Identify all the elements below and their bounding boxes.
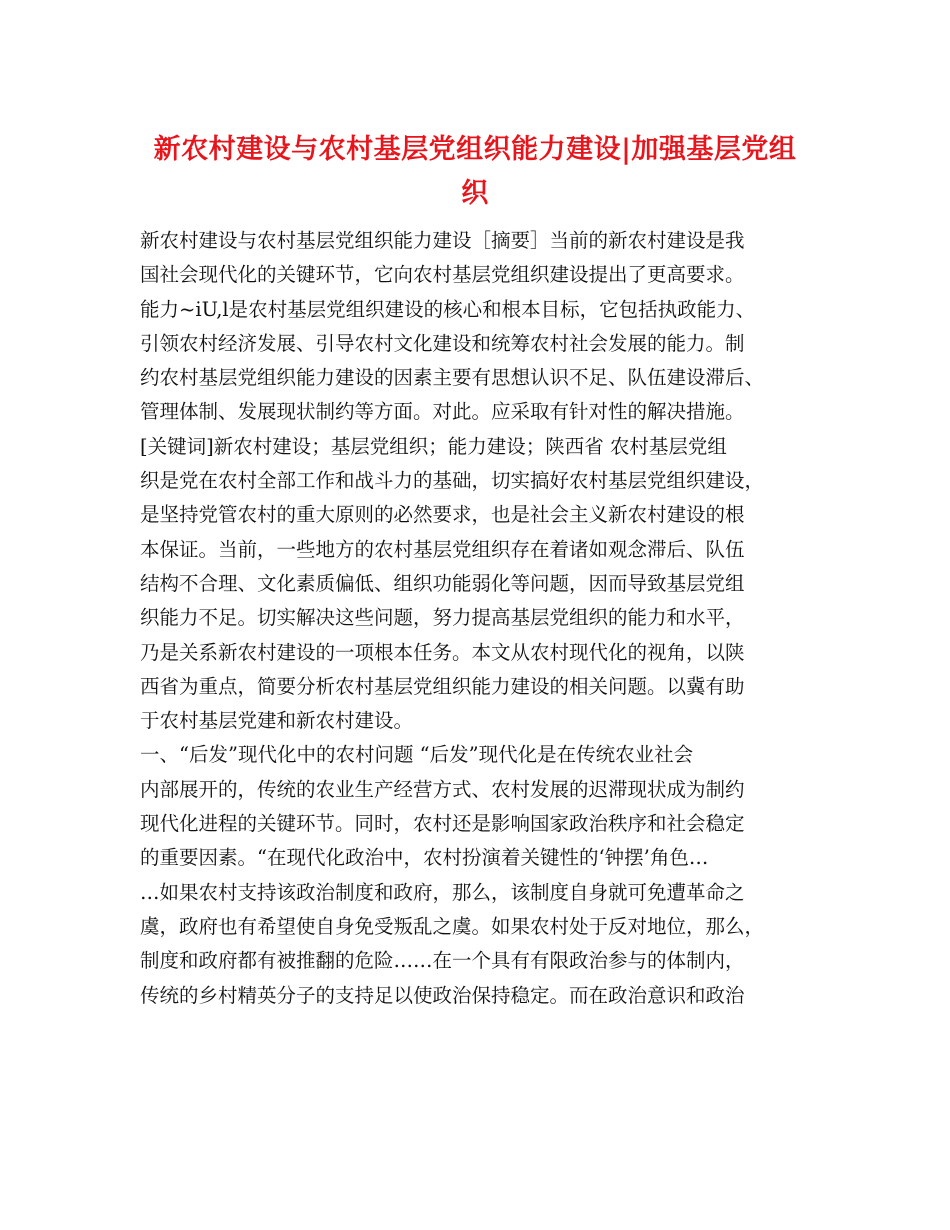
text-line: 的重要因素。“在现代化政治中，农村扮演着关键性的‘钟摆’角色… (140, 846, 709, 870)
text-line: 引领农村经济发展、引导农村文化建设和统筹农村社会发展的能力。制 (140, 331, 745, 355)
text-line: 虞，政府也有希望使自身免受叛乱之虞。如果农村处于反对地位，那么， (140, 914, 765, 938)
text-line: 传统的乡村精英分子的支持足以使政治保持稳定。而在政治意识和政治 (140, 983, 745, 1007)
text-line: 管理体制、发展现状制约等方面。对此。应采取有针对性的解决措施。 (140, 400, 745, 424)
text-line: 织是党在农村全部工作和战斗力的基础，切实搞好农村基层党组织建设， (140, 469, 765, 493)
text-line: …如果农村支持该政治制度和政府，那么，该制度自身就可免遭革命之 (140, 880, 745, 904)
text-line: 西省为重点，简要分析农村基层党组织能力建设的相关问题。以冀有助 (140, 674, 745, 698)
text-line: [关键词]新农村建设；基层党组织；能力建设；陕西省 农村基层党组 (140, 434, 727, 458)
text-line: 新农村建设与农村基层党组织能力建设［摘要］当前的新农村建设是我 (140, 229, 745, 252)
text-line: 织能力不足。切实解决这些问题，努力提高基层党组织的能力和水平， (140, 606, 745, 630)
text-line: 约农村基层党组织能力建设的因素主要有思想认识不足、队伍建设滞后、 (140, 366, 765, 390)
text-line: 本保证。当前，一些地方的农村基层党组织存在着诸如观念滞后、队伍 (140, 537, 745, 561)
title-line: 新农村建设与农村基层党组织能力建设|加强基层党组 (153, 134, 797, 165)
text-line: 制度和政府都有被推翻的危险……在一个具有有限政治参与的体制内， (140, 949, 745, 973)
text-line: 于农村基层党建和新农村建设。 (140, 709, 414, 733)
text-line: 乃是关系新农村建设的一项根本任务。本文从农村现代化的视角，以陕 (140, 640, 745, 664)
text-line: 结构不合理、文化素质偏低、组织功能弱化等问题，因而导致基层党组 (140, 571, 745, 595)
title-line: 织 (461, 178, 489, 209)
text-line: 现代化进程的关键环节。同时，农村还是影响国家政治秩序和社会稳定 (140, 812, 745, 836)
text-line: 国社会现代化的关键环节，它向农村基层党组织建设提出了更高要求。 (140, 263, 745, 287)
text-line: 是坚持党管农村的重大原则的必然要求，也是社会主义新农村建设的根 (140, 503, 745, 527)
text-line: 一、“后发”现代化中的农村问题 “后发”现代化是在传统农业社会 (140, 743, 694, 767)
document-body (140, 224, 830, 1013)
document-title (120, 128, 830, 216)
text-line: 能力~iU,l是农村基层党组织建设的核心和根本目标，它包括执政能力、 (140, 297, 756, 321)
text-line: 内部展开的，传统的农业生产经营方式、农村发展的迟滞现状成为制约 (140, 777, 745, 801)
